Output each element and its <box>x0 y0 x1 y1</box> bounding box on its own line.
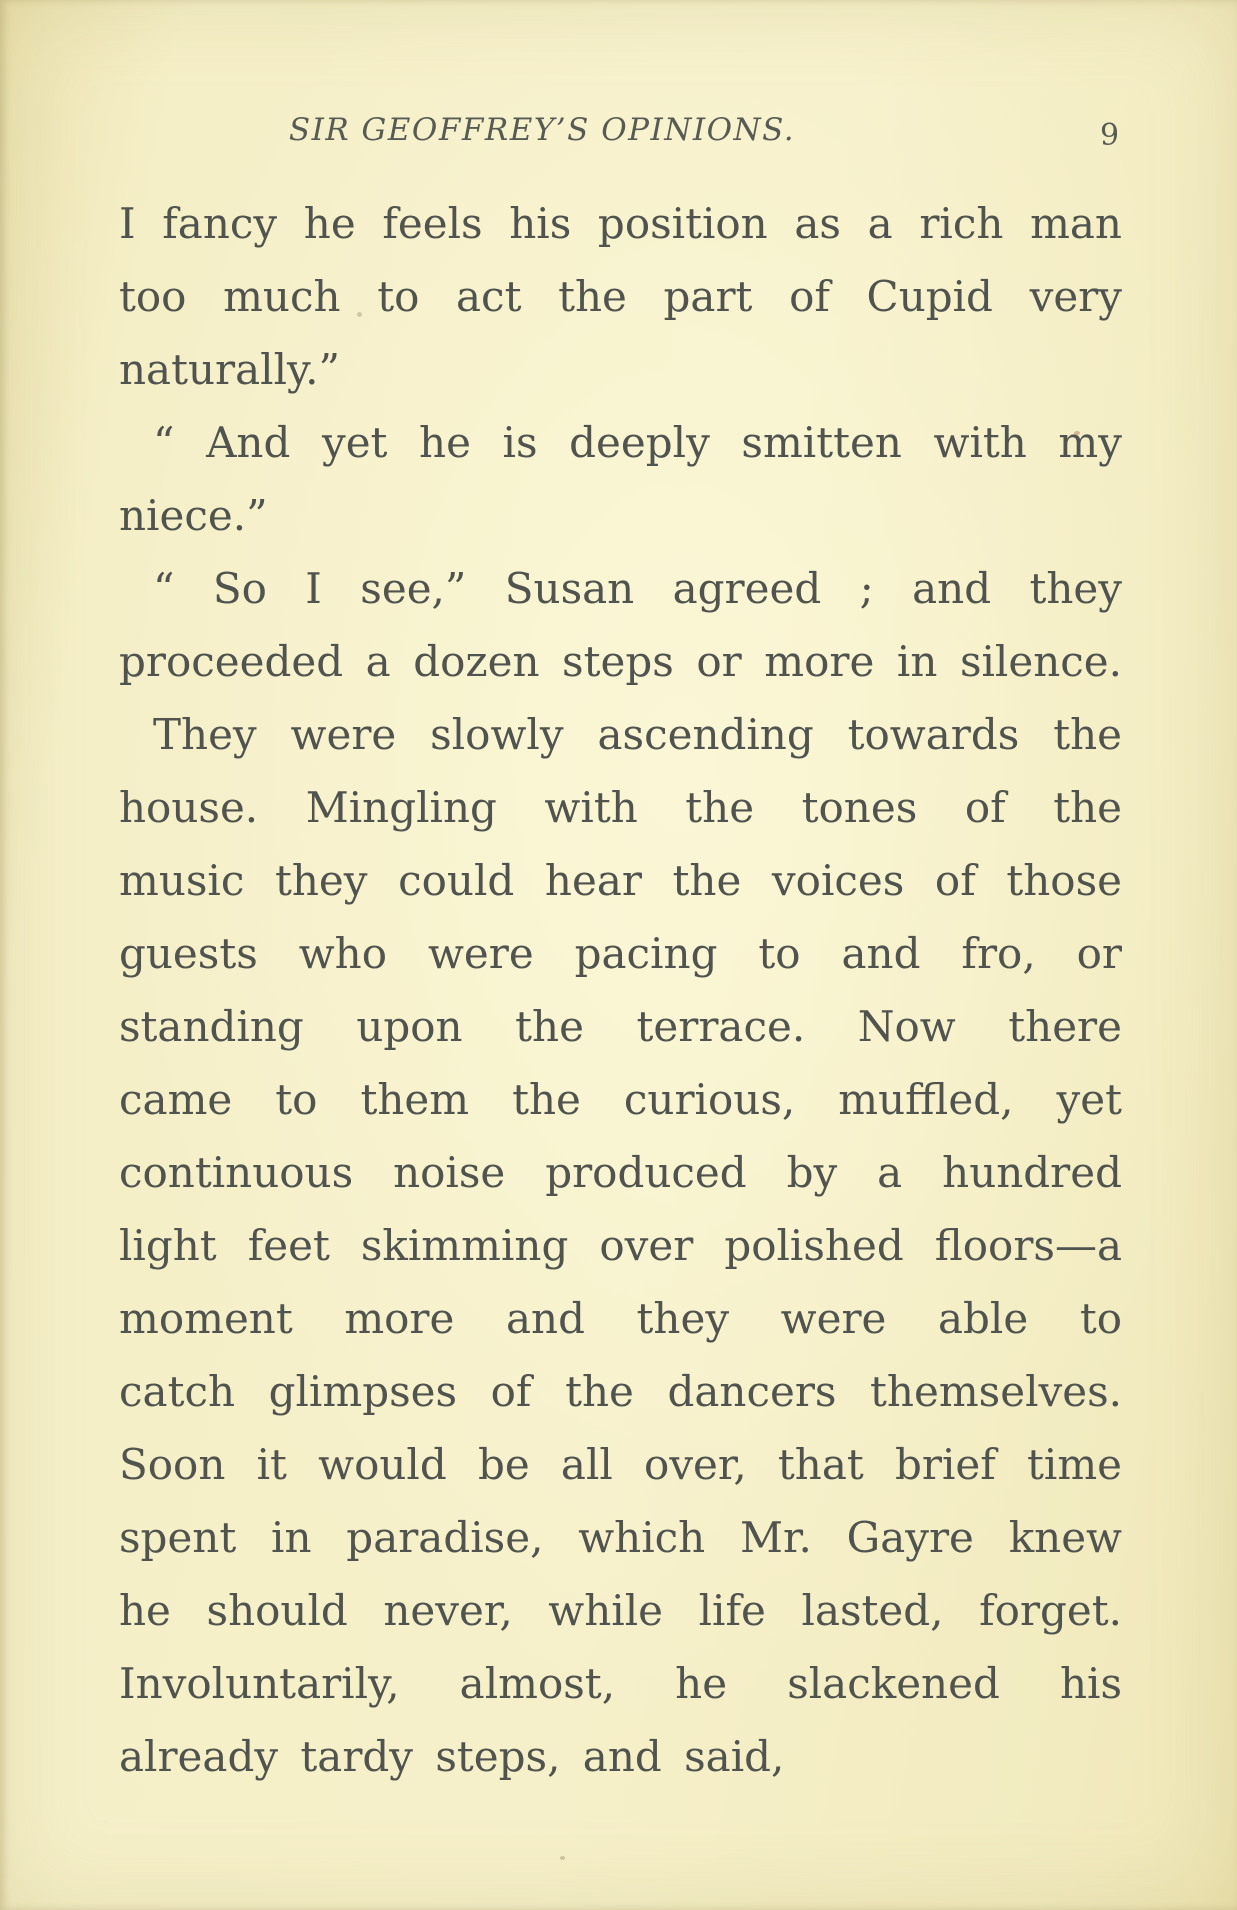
text-line: too much to act the part of Cupid very <box>119 272 1122 321</box>
page-number: 9 <box>1100 118 1120 153</box>
text-line: guests who were pacing to and fro, or <box>119 929 1122 978</box>
text-line: naturally.” <box>119 345 340 394</box>
text-line: house. Mingling with the tones of the <box>119 783 1122 832</box>
text-line: Involuntarily, almost, he slackened his <box>119 1659 1122 1708</box>
text-block <box>119 187 1122 1793</box>
text-line: “ So I see,” Susan agreed ; and they <box>153 564 1122 613</box>
text-line: moment more and they were able to <box>119 1294 1122 1343</box>
text-line: proceeded a dozen steps or more in silence. <box>119 637 1122 686</box>
text-line: Soon it would be all over, that brief time <box>119 1440 1122 1489</box>
text-line: came to them the curious, muffled, yet <box>119 1075 1122 1124</box>
text-line: already tardy steps, and said, <box>119 1732 785 1781</box>
text-line: light feet skimming over polished floors—a <box>119 1221 1122 1270</box>
text-line: I fancy he feels his position as a rich man <box>119 199 1122 248</box>
text-line: They were slowly ascending towards the <box>153 710 1122 759</box>
text-line: spent in paradise, which Mr. Gayre knew <box>119 1513 1122 1562</box>
text-line: standing upon the terrace. Now there <box>119 1002 1122 1051</box>
running-header-title: SIR GEOFFREY’S OPINIONS. <box>288 112 796 148</box>
text-line: “ And yet he is deeply smitten with my <box>153 418 1122 467</box>
text-line: music they could hear the voices of those <box>119 856 1122 905</box>
ink-speck <box>560 1856 565 1860</box>
text-line: continuous noise produced by a hundred <box>119 1148 1122 1197</box>
text-line: niece.” <box>119 491 268 540</box>
text-line: he should never, while life lasted, forget. <box>119 1586 1122 1635</box>
text-line: catch glimpses of the dancers themselves. <box>119 1367 1122 1416</box>
